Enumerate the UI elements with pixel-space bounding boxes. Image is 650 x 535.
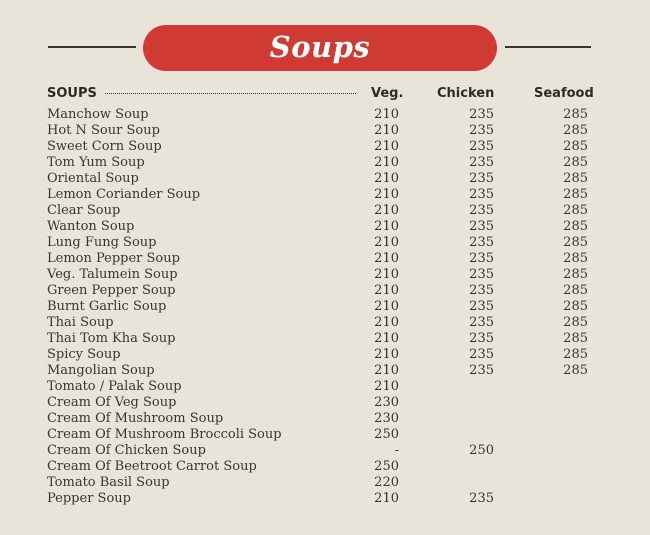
item-name: Green Pepper Soup <box>47 283 176 298</box>
item-name: Pepper Soup <box>47 491 131 506</box>
item-name: Veg. Talumein Soup <box>47 267 178 282</box>
seafood-price: 285 <box>563 315 588 330</box>
menu-item-row <box>0 411 650 427</box>
seafood-price: 285 <box>563 139 588 154</box>
chicken-price: 235 <box>469 171 494 186</box>
seafood-price: 285 <box>563 155 588 170</box>
veg-price: 210 <box>374 267 399 282</box>
seafood-price: 285 <box>563 363 588 378</box>
veg-price: 210 <box>374 363 399 378</box>
item-name: Spicy Soup <box>47 347 121 362</box>
veg-price: 210 <box>374 123 399 138</box>
item-name: Thai Soup <box>47 315 114 330</box>
veg-price: 210 <box>374 235 399 250</box>
chicken-price: 235 <box>469 203 494 218</box>
chicken-price: 250 <box>469 443 494 458</box>
veg-price: 210 <box>374 107 399 122</box>
seafood-price: 285 <box>563 235 588 250</box>
section-banner <box>143 25 497 71</box>
item-name: Mangolian Soup <box>47 363 155 378</box>
seafood-price: 285 <box>563 347 588 362</box>
item-name: Lemon Coriander Soup <box>47 187 201 202</box>
seafood-price: 285 <box>563 107 588 122</box>
chicken-price: 235 <box>469 299 494 314</box>
menu-item-row <box>0 139 650 155</box>
menu-item-row <box>0 427 650 443</box>
menu-item-row <box>0 363 650 379</box>
seafood-price: 285 <box>563 171 588 186</box>
item-name: Tomato Basil Soup <box>47 475 170 490</box>
item-name: Tomato / Palak Soup <box>47 379 182 394</box>
seafood-price: 285 <box>563 251 588 266</box>
item-name: Lung Fung Soup <box>47 235 157 250</box>
chicken-price: 235 <box>469 187 494 202</box>
banner-right-rule <box>505 46 591 48</box>
menu-item-row <box>0 315 650 331</box>
chicken-price: 235 <box>469 219 494 234</box>
menu-item-row <box>0 443 650 459</box>
veg-price: 250 <box>374 427 399 442</box>
item-name: Cream Of Beetroot Carrot Soup <box>47 459 257 474</box>
menu-item-row <box>0 299 650 315</box>
item-name: Thai Tom Kha Soup <box>47 331 176 346</box>
veg-price: 210 <box>374 155 399 170</box>
veg-price: 210 <box>374 219 399 234</box>
menu-item-row <box>0 107 650 123</box>
menu-item-row <box>0 123 650 139</box>
menu-item-row <box>0 155 650 171</box>
chicken-price: 235 <box>469 267 494 282</box>
section-title: Soups <box>269 30 371 64</box>
seafood-price: 285 <box>563 123 588 138</box>
category-header: SOUPS <box>47 86 97 101</box>
menu-item-row <box>0 203 650 219</box>
menu-item-row <box>0 283 650 299</box>
menu-item-row <box>0 331 650 347</box>
item-name: Cream Of Veg Soup <box>47 395 177 410</box>
chicken-price: 235 <box>469 107 494 122</box>
menu-item-row <box>0 379 650 395</box>
chicken-price: 235 <box>469 251 494 266</box>
chicken-price: 235 <box>469 491 494 506</box>
item-name: Cream Of Mushroom Broccoli Soup <box>47 427 282 442</box>
veg-price: 210 <box>374 491 399 506</box>
menu-items-list <box>0 107 650 507</box>
menu-item-row <box>0 475 650 491</box>
seafood-price: 285 <box>563 203 588 218</box>
veg-price: 210 <box>374 139 399 154</box>
seafood-price: 285 <box>563 283 588 298</box>
veg-price: 220 <box>374 475 399 490</box>
item-name: Cream Of Chicken Soup <box>47 443 206 458</box>
chicken-price: 235 <box>469 331 494 346</box>
veg-price: 230 <box>374 411 399 426</box>
seafood-price: 285 <box>563 219 588 234</box>
veg-price: 210 <box>374 283 399 298</box>
chicken-price: 235 <box>469 363 494 378</box>
chicken-column-header: Chicken <box>437 86 495 101</box>
menu-item-row <box>0 187 650 203</box>
veg-price: 210 <box>374 315 399 330</box>
banner-left-rule <box>48 46 136 48</box>
item-name: Manchow Soup <box>47 107 149 122</box>
seafood-price: 285 <box>563 187 588 202</box>
seafood-price: 285 <box>563 331 588 346</box>
veg-price: 210 <box>374 171 399 186</box>
veg-price: 210 <box>374 203 399 218</box>
veg-price: 210 <box>374 347 399 362</box>
item-name: Cream Of Mushroom Soup <box>47 411 224 426</box>
menu-item-row <box>0 491 650 507</box>
veg-price: 210 <box>374 251 399 266</box>
item-name: Wanton Soup <box>47 219 135 234</box>
menu-item-row <box>0 347 650 363</box>
chicken-price: 235 <box>469 123 494 138</box>
item-name: Clear Soup <box>47 203 121 218</box>
item-name: Oriental Soup <box>47 171 139 186</box>
item-name: Tom Yum Soup <box>47 155 145 170</box>
veg-price: 210 <box>374 299 399 314</box>
chicken-price: 235 <box>469 315 494 330</box>
seafood-price: 285 <box>563 267 588 282</box>
menu-item-row <box>0 171 650 187</box>
item-name: Lemon Pepper Soup <box>47 251 180 266</box>
veg-price: - <box>394 443 399 458</box>
menu-item-row <box>0 251 650 267</box>
menu-item-row <box>0 235 650 251</box>
chicken-price: 235 <box>469 347 494 362</box>
menu-item-row <box>0 395 650 411</box>
veg-price: 210 <box>374 331 399 346</box>
veg-price: 210 <box>374 187 399 202</box>
chicken-price: 235 <box>469 139 494 154</box>
veg-price: 230 <box>374 395 399 410</box>
dotted-leader <box>105 93 356 94</box>
seafood-price: 285 <box>563 299 588 314</box>
chicken-price: 235 <box>469 155 494 170</box>
veg-column-header: Veg. <box>371 86 404 101</box>
item-name: Hot N Sour Soup <box>47 123 160 138</box>
menu-item-row <box>0 267 650 283</box>
chicken-price: 235 <box>469 283 494 298</box>
veg-price: 210 <box>374 379 399 394</box>
item-name: Burnt Garlic Soup <box>47 299 167 314</box>
seafood-column-header: Seafood <box>534 86 594 101</box>
menu-item-row <box>0 459 650 475</box>
veg-price: 250 <box>374 459 399 474</box>
menu-item-row <box>0 219 650 235</box>
item-name: Sweet Corn Soup <box>47 139 162 154</box>
chicken-price: 235 <box>469 235 494 250</box>
